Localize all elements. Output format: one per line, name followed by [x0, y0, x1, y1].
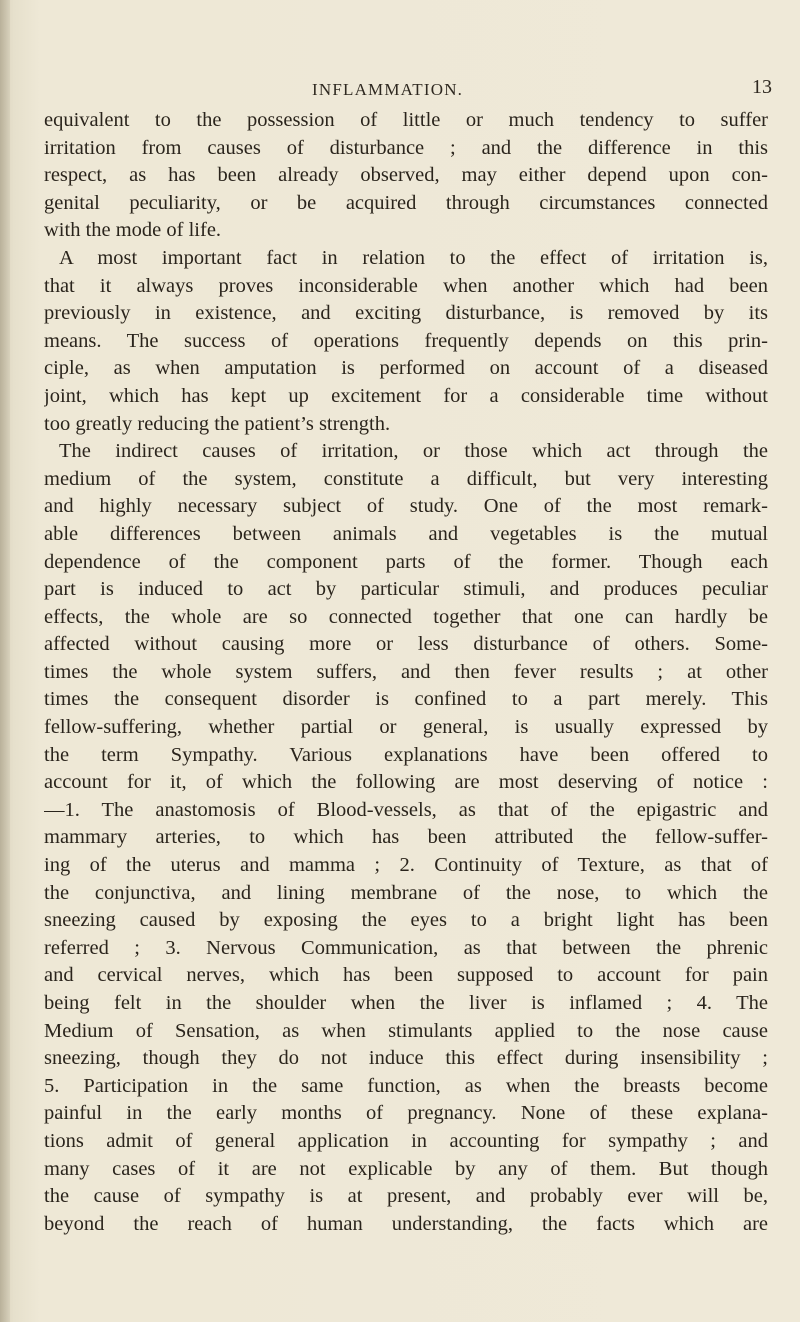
text-line: A most important fact in relation to the effect of irritation is,: [59, 246, 768, 269]
text-line: medium of the system, constitute a difficult, but very interesting: [44, 467, 768, 490]
text-line: 5. Participation in the same function, as when the breasts become: [44, 1074, 768, 1097]
text-line: effects, the whole are so connected together that one can hardly be: [44, 605, 768, 628]
text-line: the term Sympathy. Various explanations have been offered to: [44, 743, 768, 766]
text-line: account for it, of which the following are most deserving of notice :: [44, 771, 768, 794]
text-line: —1. The anastomosis of Blood-vessels, as that of the epigastric and: [44, 798, 768, 821]
text-line: respect, as has been already observed, may either depend upon con-: [44, 164, 768, 187]
text-line: and cervical nerves, which has been supposed to account for pain: [44, 964, 768, 987]
text-line: tions admit of general application in accounting for sympathy ; and: [44, 1129, 768, 1152]
text-line: means. The success of operations frequently depends on this prin-: [44, 329, 768, 352]
text-line: mammary arteries, to which has been attributed the fellow-suffer-: [44, 826, 768, 849]
text-line: genital peculiarity, or be acquired through circumstances connected: [44, 191, 768, 214]
text-line: the conjunctiva, and lining membrane of the nose, to which the: [44, 881, 768, 904]
text-line: painful in the early months of pregnancy. None of these explana-: [44, 1102, 768, 1125]
text-line: sneezing, though they do not induce this effect during insensibility ;: [44, 1047, 768, 1070]
running-head: [0, 76, 800, 106]
text-line: times the consequent disorder is confined to a part merely. This: [44, 688, 768, 711]
text-line: referred ; 3. Nervous Communication, as that between the phrenic: [44, 936, 768, 959]
text-line: with the mode of life.: [44, 219, 222, 242]
text-line: sneezing caused by exposing the eyes to a bright light has been: [44, 909, 768, 932]
text-line: dependence of the component parts of the former. Though each: [44, 550, 768, 573]
text-line: beyond the reach of human understanding, the facts which are: [44, 1212, 768, 1235]
body-text: [44, 107, 768, 1307]
text-line: too greatly reducing the patient’s strength.: [44, 412, 391, 435]
text-line: equivalent to the possession of little or much tendency to suffer: [44, 109, 768, 131]
running-title: INFLAMMATION.: [312, 80, 464, 99]
text-line: that it always proves inconsiderable when another which had been: [44, 274, 768, 297]
page-binding-edge: [0, 0, 10, 1322]
text-line: part is induced to act by particular stimuli, and produces peculiar: [44, 578, 768, 601]
text-line: joint, which has kept up excitement for a considerable time without: [44, 384, 768, 407]
text-line: fellow-suffering, whether partial or general, is usually expressed by: [44, 716, 768, 739]
text-line: and highly necessary subject of study. One of the most remark-: [44, 495, 768, 518]
text-line: affected without causing more or less disturbance of others. Some-: [44, 633, 768, 656]
text-line: irritation from causes of disturbance ; and the difference in this: [44, 136, 768, 159]
text-line: The indirect causes of irritation, or those which act through the: [59, 440, 768, 463]
text-line: able differences between animals and vegetables is the mutual: [44, 522, 768, 545]
text-line: previously in existence, and exciting disturbance, is removed by its: [44, 302, 768, 325]
text-line: ing of the uterus and mamma ; 2. Continuity of Texture, as that of: [44, 854, 768, 877]
text-line: times the whole system suffers, and then fever results ; at other: [44, 660, 768, 683]
text-line: many cases of it are not explicable by any of them. But though: [44, 1157, 768, 1180]
text-line: ciple, as when amputation is performed on account of a diseased: [44, 357, 768, 380]
text-line: being felt in the shoulder when the liver is inflamed ; 4. The: [44, 992, 768, 1014]
page-number: 13: [752, 76, 772, 98]
text-line: the cause of sympathy is at present, and probably ever will be,: [44, 1185, 768, 1208]
text-line: Medium of Sensation, as when stimulants applied to the nose cause: [44, 1019, 768, 1042]
